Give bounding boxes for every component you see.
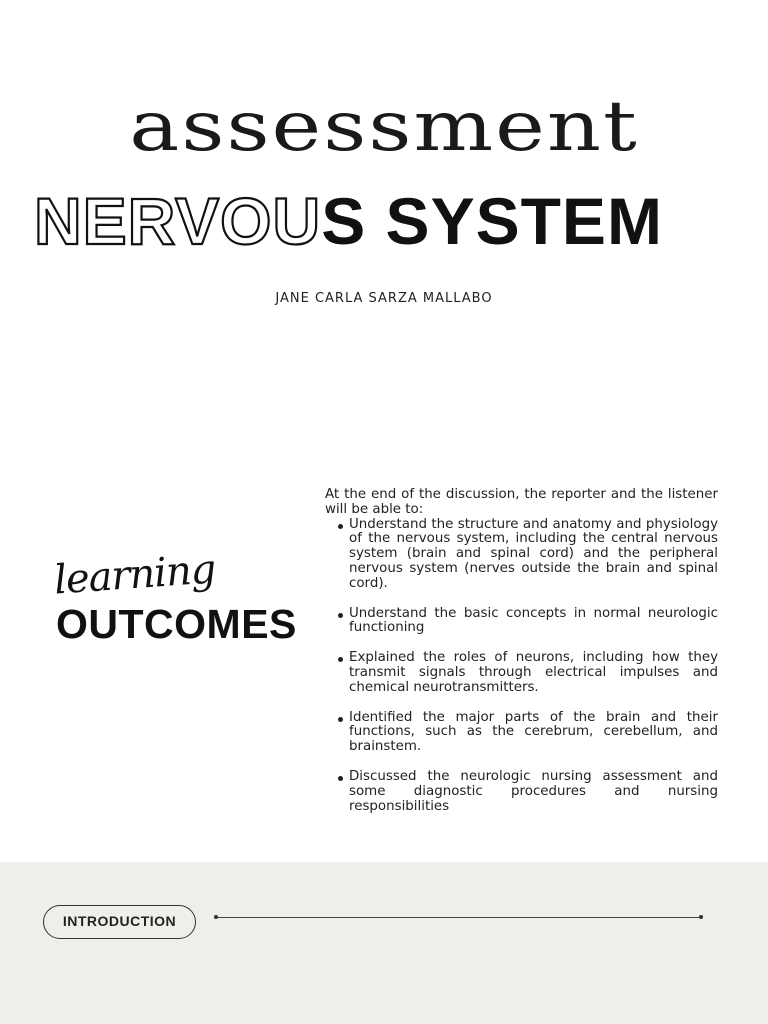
outcome-item: Explained the roles of neurons, including how they transmit signals through electrical impulses and chemical neurotransmitters. [349,650,718,695]
outcome-item: Discussed the neurologic nursing assessment and some diagnostic procedures and nursing responsibilities [349,768,718,814]
outcome-item: Identified the major parts of the brain and their functions, such as the cerebrum, cerebellum, and brainstem. [349,709,718,755]
title-assessment: assessment [129,86,639,167]
title-outline-part: NERVOU [34,184,322,258]
outcome-item: Understand the basic concepts in normal neurologic functioning [349,605,718,636]
title-nervous-system [34,184,754,258]
outcomes-heading: OUTCOMES [56,601,297,647]
learning-script-heading: learning [52,546,217,604]
outcome-item: Understand the structure and anatomy and physiology of the nervous system, including the central nervous system (brain and spinal cord) and the peripheral nervous system (nerves outside the brain and spinal cord). [349,516,718,591]
title-solid-part: S SYSTEM [321,184,663,258]
introduction-section-label: INTRODUCTION [43,905,196,939]
outcomes-intro: At the end of the discussion, the reporter and the listener will be able to: [325,487,718,517]
author-name: JANE CARLA SARZA MALLABO [275,291,493,306]
outcomes-list [349,518,718,815]
bottom-band [0,862,768,1024]
section-divider-line [216,917,701,918]
learning-outcomes-text [325,488,718,829]
